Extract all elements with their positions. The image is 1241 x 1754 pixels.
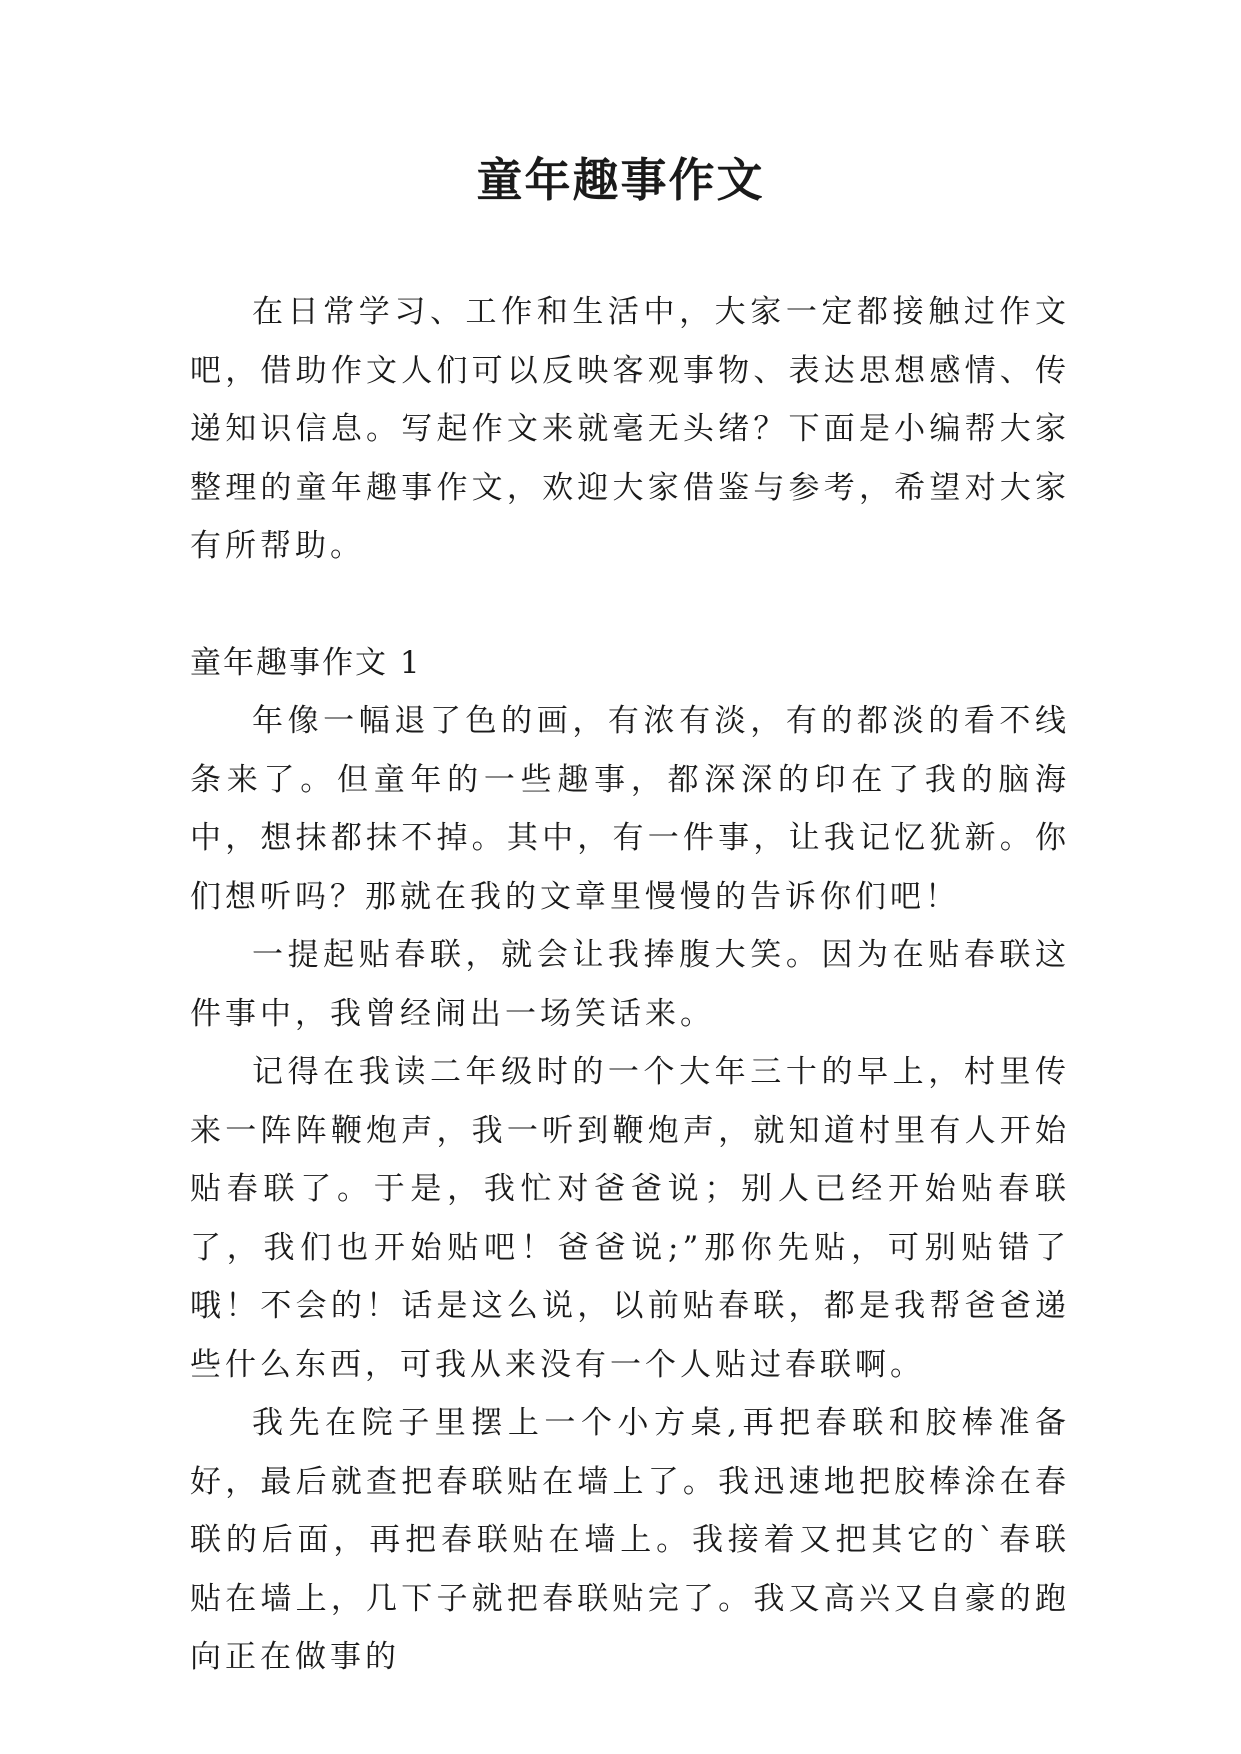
body-paragraph-3: 记得在我读二年级时的一个大年三十的早上，村里传来一阵阵鞭炮声，我一听到鞭炮声，就知道村里有人开始贴春联了。于是，我忙对爸爸说；别人已经开始贴春联了，我们也开始贴吧！爸爸说;”那你先贴，可别贴错了哦！不会的！话是这么说，以前贴春联，都是我帮爸爸递些什么东西，可我从来没有一个人贴过春联啊。 [190,1054,1070,1383]
body-paragraph-1: 年像一幅退了色的画，有浓有淡，有的都淡的看不线条来了。但童年的一些趣事，都深深的印在了我的脑海中，想抹都抹不掉。其中，有一件事，让我记忆犹新。你们想听吗？那就在我的文章里慢慢的告诉你们吧！ [190,703,1070,915]
document-title: 童年趣事作文 [476,153,765,207]
intro-paragraph: 在日常学习、工作和生活中，大家一定都接触过作文吧，借助作文人们可以反映客观事物、表达思想感情、传递知识信息。写起作文来就毫无头绪？下面是小编帮大家整理的童年趣事作文，欢迎大家借鉴与参考，希望对大家有所帮助。 [190,294,1070,564]
section-heading: 童年趣事作文 1 [190,644,422,681]
document-body [190,283,1070,1687]
body-paragraph-2: 一提起贴春联，就会让我捧腹大笑。因为在贴春联这件事中，我曾经闹出一场笑话来。 [190,937,1070,1032]
body-paragraph-4: 我先在院子里摆上一个小方桌,再把春联和胶棒准备好，最后就查把春联贴在墙上了。我迅速地把胶棒涂在春联的后面，再把春联贴在墙上。我接着又把其它的`春联贴在墙上，几下子就把春联贴完了。我又高兴又自豪的跑向正在做事的 [190,1405,1070,1675]
